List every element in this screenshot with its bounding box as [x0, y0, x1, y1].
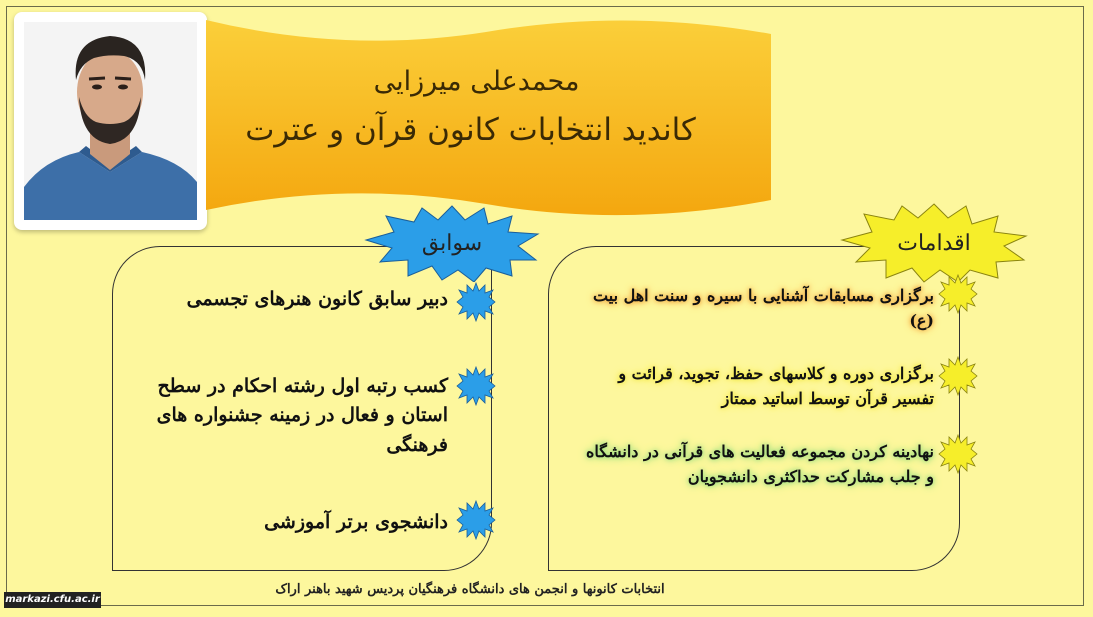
background-heading-burst — [362, 204, 542, 282]
blue-starburst-bullet-icon — [456, 500, 496, 540]
footer-caption: انتخابات کانونها و انجمن های دانشگاه فرهنگیان پردیس شهید باهنر اراک — [275, 582, 665, 597]
action-item-1: برگزاری مسابقات آشنایی با سیره و سنت اهل بیت (ع) — [593, 286, 934, 330]
candidate-photo — [14, 12, 207, 230]
action-item-3: نهادینه کردن مجموعه فعالیت های قرآنی در دانشگاه و جلب مشارکت حداکثری دانشجویان — [586, 442, 934, 486]
portrait-image — [24, 22, 197, 220]
background-item-3: دانشجوی برتر آموزشی — [264, 511, 448, 533]
site-url-tag[interactable]: markazi.cfu.ac.ir — [4, 592, 101, 608]
candidacy-title: کاندید انتخابات کانون قرآن و عترت — [245, 112, 696, 148]
background-item-1: دبیر سابق کانون هنرهای تجسمی — [186, 288, 448, 310]
yellow-starburst-bullet-icon — [938, 356, 978, 396]
blue-starburst-bullet-icon — [456, 366, 496, 406]
actions-heading-burst — [838, 202, 1030, 284]
yellow-starburst-bullet-icon — [938, 274, 978, 314]
actions-heading: اقدامات — [897, 230, 971, 256]
action-item-2: برگزاری دوره و کلاسهای حفظ، تجوید، قرائت و تفسیر قرآن توسط اساتید ممتاز — [618, 364, 934, 408]
title-banner — [206, 14, 771, 226]
candidate-name: محمدعلی میرزایی — [373, 66, 580, 97]
background-heading: سوابق — [421, 230, 483, 256]
blue-starburst-bullet-icon — [456, 282, 496, 322]
yellow-starburst-bullet-icon — [938, 434, 978, 474]
background-item-2: کسب رتبه اول رشته احکام در سطح استان و فعال در زمینه جشنواره های فرهنگی — [156, 375, 448, 456]
